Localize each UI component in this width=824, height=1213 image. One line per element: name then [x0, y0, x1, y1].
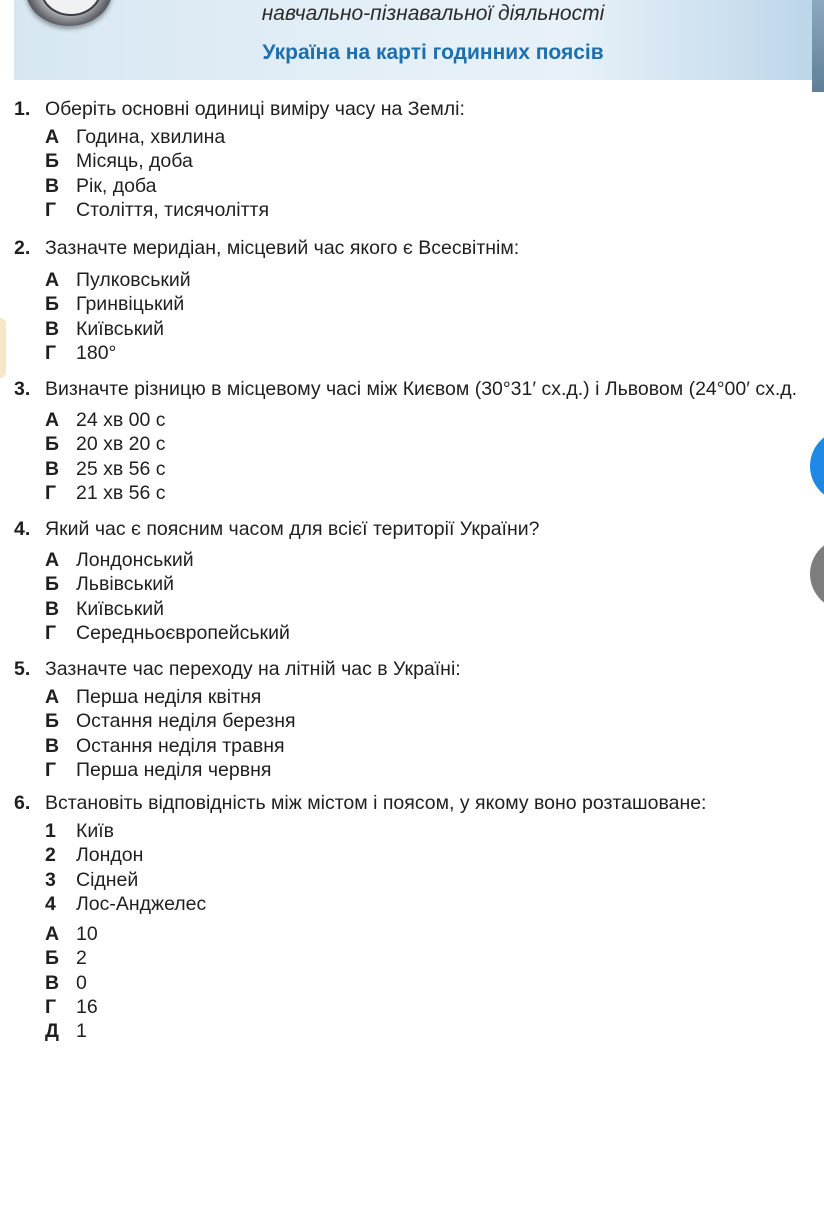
- zone-value: 1: [76, 1020, 87, 1043]
- page-title: Україна на карті годинних поясів: [262, 41, 604, 64]
- answer-option: [45, 149, 824, 173]
- city-item: [45, 819, 824, 843]
- option-letter: Б: [45, 433, 60, 456]
- option-letter: Б: [45, 710, 60, 733]
- answer-options: [14, 408, 824, 505]
- question-1: [14, 97, 824, 222]
- question-text: Який час є поясним часом для всієї території України?: [45, 518, 540, 540]
- option-letter: Г: [45, 341, 57, 364]
- zone-item: [45, 946, 824, 970]
- option-letter: Б: [45, 150, 60, 173]
- city-number: 2: [45, 844, 56, 867]
- option-letter: Г: [45, 198, 57, 221]
- question-2: [14, 236, 824, 365]
- option-letter: Г: [45, 758, 57, 781]
- option-text: Рік, доба: [76, 174, 157, 197]
- option-text: Лондонський: [76, 549, 194, 571]
- option-text: Київський: [76, 317, 165, 340]
- option-letter: Г: [45, 621, 57, 644]
- city-item: [45, 843, 824, 867]
- option-letter: В: [45, 317, 60, 340]
- zone-value: 10: [76, 923, 98, 946]
- option-text: Година, хвилина: [76, 126, 226, 148]
- zone-letter: В: [45, 971, 60, 994]
- zone-value: 0: [76, 971, 87, 994]
- header-subtitle: навчально-пізнавальної діяльності: [261, 2, 605, 25]
- answer-option: [45, 317, 824, 341]
- option-letter: Б: [45, 573, 60, 596]
- question-number: 3.: [14, 378, 31, 400]
- zone-item: [45, 1019, 824, 1043]
- city-name: Сідней: [76, 868, 139, 891]
- zone-value: 16: [76, 996, 98, 1019]
- answer-option: [45, 548, 824, 572]
- question-5: [14, 657, 824, 782]
- answer-option: [45, 125, 824, 149]
- scrollbar-edge[interactable]: [812, 0, 824, 92]
- answer-options: [14, 125, 824, 222]
- answer-options: [14, 685, 824, 782]
- question-number: 2.: [14, 237, 31, 259]
- answer-option: [45, 198, 824, 222]
- option-letter: Б: [45, 293, 60, 316]
- question-text: Визначте різницю в місцевому часі між Києвом (30°31′ сх.д.) і Львовом (24°00′ сх.д.: [45, 378, 798, 400]
- option-letter: А: [45, 549, 60, 571]
- question-3: [14, 377, 824, 505]
- option-text: Місяць, доба: [76, 150, 193, 173]
- answer-option: [45, 432, 824, 456]
- city-number: 4: [45, 892, 56, 915]
- option-letter: А: [45, 409, 60, 431]
- answer-option: [45, 457, 824, 481]
- answer-option: [45, 292, 824, 316]
- answer-option: [45, 572, 824, 596]
- header-banner: [14, 0, 812, 80]
- zone-letter: А: [45, 923, 60, 946]
- question-text: Зазначте меридіан, місцевий час якого є Всесвітнім:: [45, 237, 520, 259]
- option-letter: В: [45, 457, 60, 480]
- option-letter: А: [45, 269, 60, 291]
- option-text: Остання неділя травня: [76, 734, 285, 757]
- city-item: [45, 868, 824, 892]
- option-text: Середньоєвропейський: [76, 621, 290, 644]
- option-text: Століття, тисячоліття: [76, 198, 270, 221]
- option-letter: А: [45, 126, 60, 148]
- city-name: Лондон: [76, 844, 144, 867]
- city-name: Лос-Анджелес: [76, 892, 207, 915]
- option-letter: Г: [45, 481, 57, 504]
- option-letter: В: [45, 597, 60, 620]
- answer-options: [14, 268, 824, 365]
- question-number: 6.: [14, 792, 31, 814]
- answer-option: [45, 408, 824, 432]
- answer-option: [45, 174, 824, 198]
- option-letter: В: [45, 174, 60, 197]
- zone-item: [45, 971, 824, 995]
- option-text: Перша неділя квітня: [76, 686, 262, 708]
- answer-option: [45, 709, 824, 733]
- option-letter: А: [45, 686, 60, 708]
- answer-option: [45, 597, 824, 621]
- option-text: 25 хв 56 с: [76, 457, 166, 480]
- answer-options: [14, 548, 824, 645]
- zone-letter: Б: [45, 947, 60, 970]
- answer-option: [45, 341, 824, 365]
- question-4: [14, 517, 824, 645]
- question-number: 4.: [14, 518, 31, 540]
- option-text: 21 хв 56 с: [76, 481, 166, 504]
- answer-option: [45, 621, 824, 645]
- option-text: Гринвіцький: [76, 293, 185, 316]
- zone-item: [45, 922, 824, 946]
- city-name: Київ: [76, 820, 115, 842]
- option-text: Перша неділя червня: [76, 758, 272, 781]
- question-text: Встановіть відповідність між містом і поясом, у якому воно розташоване:: [45, 792, 707, 814]
- zone-list: [14, 922, 824, 1043]
- option-text: Львівський: [76, 573, 175, 596]
- question-number: 1.: [14, 98, 31, 120]
- question-number: 5.: [14, 658, 31, 680]
- answer-option: [45, 268, 824, 292]
- page-edge-mark: [0, 318, 6, 378]
- option-text: 24 хв 00 с: [76, 409, 166, 431]
- zone-value: 2: [76, 947, 87, 970]
- zone-letter: Д: [45, 1020, 59, 1043]
- city-list: [14, 819, 824, 916]
- option-text: Київський: [76, 597, 165, 620]
- city-item: [45, 892, 824, 916]
- option-letter: В: [45, 734, 60, 757]
- option-text: Пулковський: [76, 269, 191, 291]
- city-number: 1: [45, 820, 56, 842]
- question-6: [14, 791, 824, 1044]
- option-text: 180°: [76, 341, 117, 364]
- city-number: 3: [45, 868, 56, 891]
- zone-item: [45, 995, 824, 1019]
- answer-option: [45, 685, 824, 709]
- question-text: Оберіть основні одиниці виміру часу на Землі:: [45, 98, 465, 120]
- answer-option: [45, 481, 824, 505]
- zone-letter: Г: [45, 996, 57, 1019]
- option-text: Остання неділя березня: [76, 710, 296, 733]
- answer-option: [45, 758, 824, 782]
- answer-option: [45, 734, 824, 758]
- question-text: Зазначте час переходу на літній час в Україні:: [45, 658, 461, 680]
- option-text: 20 хв 20 с: [76, 433, 166, 456]
